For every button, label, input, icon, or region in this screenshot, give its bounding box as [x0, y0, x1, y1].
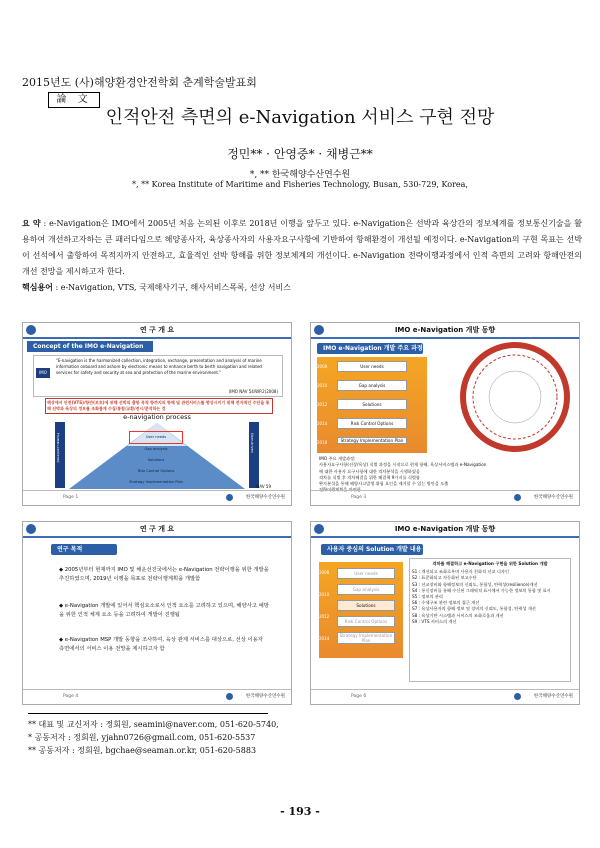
bullet-item: ◆ 2005년부터 현재까지 IMO 및 해운선진국에서는 e-Navigation 전략이행을 위한 개발을 추진하였으며, 2019년 이행을 목표로 전략이행계획을 개발함	[59, 567, 269, 582]
process-step: Gap analysis	[337, 584, 395, 595]
abstract-label: 요 약	[22, 218, 41, 228]
note-line: 에 대한 사용자 요구사항에 대한 격차분석을 시행하였음	[319, 468, 421, 474]
slide-org: 한국해양수산연수원	[533, 694, 573, 699]
side-label-left: Human-centered	[56, 433, 60, 463]
year-label: 2008	[317, 364, 328, 369]
conference-name: 2015년도 (사)해양환경안전학회 춘계학술발표회	[22, 76, 257, 89]
process-notes	[319, 456, 575, 494]
slide-page-number: Page 4	[63, 694, 79, 699]
slide-org: 한국해양수산연수원	[245, 495, 285, 500]
pyramid-level: Solutions	[147, 458, 165, 462]
year-label: 2014	[317, 421, 328, 426]
bullet-text: e-Navigation MSP 개발 동향을 조사하여, 육상 관제 서비스를 대상으로, 선상 이용자 측면에서의 서비스 이용 전망을 제시하고자 함	[59, 637, 263, 652]
pyramid-level: Risk Control Options	[137, 469, 175, 473]
process-step: Solutions	[337, 399, 407, 410]
slide-1	[22, 322, 292, 506]
slide-4	[310, 521, 580, 705]
slide-header	[23, 323, 291, 339]
org-logo-icon	[514, 693, 521, 700]
solution-item: S9 : VTS 서비스의 개선	[412, 618, 457, 624]
years-column	[317, 357, 327, 452]
bullet-item: ◆ e-Navigation 개발에 있어서 핵심요소로서 인적 요소를 고려하고 있으며, 해양사고 예방을 위한 인적 체계 요소 등을 고려하여 개발이 진행됨	[59, 603, 269, 618]
process-step: User needs	[337, 568, 395, 579]
solution-item: S4 : 통신장비를 통해 수신된 그래픽적 표시에서 가능한 정보의 통합 및 표시	[412, 587, 551, 593]
note-line: 사용자요구사항(선상/육상) 식별 과정을 시작으로 현재 항해, 육상서비스템과 e-Navigation	[319, 462, 487, 468]
nav-label: NAV 59	[256, 484, 271, 489]
page-number: - 193 -	[280, 805, 320, 818]
slide-title: IMO e-Navigation 개발 동향	[394, 525, 496, 533]
years-column	[319, 562, 329, 650]
solution-list-box	[409, 558, 571, 682]
note-line: 완자분석을 통해 해양사고발생 위험 요인을 제거할 수 있는 방안을 도출	[319, 481, 449, 487]
logo-icon	[26, 325, 36, 335]
logo-icon	[314, 524, 324, 534]
bullet-text: e-Navigation 개발에 있어서 핵심요소로서 인적 요소를 고려하고 있으며, 해양사고 예방을 위한 인적 체계 요소 등을 고려하여 개발이 진행됨	[59, 603, 269, 618]
process-step: Solutions	[337, 600, 395, 611]
slide-title: 연 구 개 요	[139, 326, 175, 334]
note-line: 격차를 식별 후 격차해결을 위한 해결책 9가지를 식별함	[319, 474, 420, 480]
mss-wheel-diagram	[459, 341, 571, 453]
right-pillar	[249, 422, 259, 488]
process-step: Risk Control Options	[337, 418, 407, 429]
slide-org: 한국해양수산연수원	[245, 694, 285, 699]
slide-footer	[311, 689, 579, 704]
slide-header	[311, 522, 579, 538]
year-label: 2010	[319, 592, 330, 597]
logo-icon	[314, 325, 324, 335]
wheel-center	[489, 371, 541, 423]
org-logo-icon	[226, 693, 233, 700]
slide-title: 연 구 개 요	[139, 525, 175, 533]
process-step: Strategy Implementation Plan	[337, 632, 395, 644]
bullet-item: ◆ e-Navigation MSP 개발 동향을 조사하여, 육상 관제 서비스를 대상으로, 선상 이용자 측면에서의 서비스 이용 전망을 제시하고자 함	[59, 637, 263, 652]
slide-footer	[311, 490, 579, 505]
pyramid-labels	[129, 431, 183, 488]
solution-item: S6 : 수색구조 관련 정보의 접근 개선	[412, 600, 480, 606]
slide-page-number: Page 3	[351, 495, 367, 500]
side-label-right: User-driven	[250, 433, 254, 454]
paper-title: 인적안전 측면의 e-Navigation 서비스 구현 전망	[105, 107, 495, 128]
process-title: e-navigation process	[123, 413, 191, 421]
slide-section-bar: 연구 목적	[51, 544, 117, 555]
slide-org: 한국해양수산연수원	[533, 495, 573, 500]
slide-3	[22, 521, 292, 705]
definition-box	[33, 355, 283, 397]
pyramid-level: User needs	[129, 431, 183, 444]
abstract	[22, 215, 582, 280]
footnote: ** 공동저자 : 정회원, bgchae@seaman.or.kr, 051-620-5883	[28, 746, 257, 755]
year-label: 2012	[319, 614, 330, 619]
slide-title: IMO e-Navigation 개발 동향	[394, 326, 496, 334]
slide-footer	[23, 689, 291, 704]
process-step: Gap analysis	[337, 380, 407, 391]
slide-section-bar: IMO e-Navigation 개발 주요 과정	[317, 343, 423, 354]
footnotes	[28, 718, 279, 757]
solution-item: S8 : 육상기반 시스템과 서비스의 조화로움과 개선	[412, 612, 504, 618]
year-label: 2018	[317, 440, 328, 445]
footnote: ** 대표 및 교신저자 : 정회원, seamini@naver.com, 051-620-5740,	[28, 720, 279, 729]
note-line: 전략이행계획을 마련함	[319, 487, 361, 493]
article-type-badge: 論 文	[48, 92, 100, 108]
keywords-text: : e-Navigation, VTS, 국제해사기구, 해사서비스목록, 선상 서비스	[55, 283, 291, 292]
slide-section-bar: Concept of the IMO e-Navigation	[27, 341, 153, 352]
slide-section-bar: 사용자 중심의 Solution 개발 내용	[321, 544, 423, 555]
note-line: IMO 주요 개발과정:	[319, 456, 356, 461]
slide-footer	[23, 490, 291, 505]
footnote-rule	[28, 713, 268, 714]
solution-item: S7 : 육상사용자의 항해 정보 및 장비의 신뢰도, 통합성, 탄력성 개선	[412, 606, 536, 612]
solution-item: S2 : 표준화되고 자동화된 보고수단	[412, 575, 477, 581]
org-logo-icon	[514, 494, 521, 501]
definition-source: (IMO NAV 54/WP.2(2008)	[228, 389, 278, 394]
affiliation-korean: *, ** 한국해양수산연수원	[249, 170, 351, 180]
slide-2	[310, 322, 580, 506]
process-step: Strategy Implementation Plan	[337, 437, 407, 444]
process-step: Risk Control Options	[337, 616, 395, 627]
year-label: 2014	[319, 636, 330, 641]
slide-header	[23, 522, 291, 538]
year-label: 2008	[319, 570, 330, 575]
org-logo-icon	[226, 494, 233, 501]
solution-list-title: 격차를 해결하고 e-Navigation 구현을 위한 Solution 개발	[432, 561, 548, 566]
definition-korean: 해상에서 안전(VTS)/항만(보호)에 위해 선박의 출항 목적 항까지의 항해 및 관련서비스를 향상시키기 위해 전자적인 수단을 통해 선박과 육상의 정보를 조화롭게 수집/통합/교환/전시/분석하는 것	[45, 398, 273, 414]
year-label: 2012	[317, 402, 328, 407]
slide-page-number: Page 1	[63, 495, 79, 500]
definition-quote: "E-navigation is the harmonized collection, integration, exchange, presentation and analysis of marine information onboard and ashore by electronic means to enhance berth to berth navigation and related services for safety and security at sea and protection of the marine environment."	[56, 358, 262, 375]
solution-item: S1 : 개선되고 조화로우며 사용자 친화적 선교 디자인	[412, 569, 509, 575]
logo-icon	[26, 524, 36, 534]
authors: 정민** · 안영중* · 채병근**	[227, 147, 373, 161]
year-label: 2010	[317, 383, 328, 388]
abstract-text: : e-Navigation은 IMO에서 2005년 처음 논의된 이후로 2018년 이행을 앞두고 있다. e-Navigation은 선박과 육상간의 정보체계를 정보통신기술을 활용하여 개선하고자하는 큰 패러다임으로 해양종사자, 육상종사자의 사용자요구사항에 기반하여 항해환경이 개선될 예정이다. e-Navigation의 구현 목표는 선박이 선석에서 출항하여 목적지까지 안전하고, 효율적인 선박 항해를 위한 정보체계의 개선이다. e-Navigation 전략이행과정에서 인적 측면의 고려와 항해안전의 개선 전망을 제시하고자 한다.	[22, 219, 582, 276]
footnote: * 공동저자 : 정회원, yjahn0726@gmail.com, 051-620-5537	[28, 733, 256, 742]
bullet-text: 2005년부터 현재까지 IMO 및 해운선진국에서는 e-Navigation 전략이행을 위한 개발을 추진하였으며, 2019년 이행을 목표로 전략이행계획을 개발함	[59, 567, 269, 582]
solution-item: S3 : 선교장비와 항해정보의 신뢰도, 통합성, 탄력성(resilience)개선	[412, 581, 538, 587]
keywords	[22, 282, 582, 293]
slide-header	[311, 323, 579, 339]
keywords-label: 핵심용어	[22, 282, 53, 292]
pyramid-level: Strategy Implementation Plan	[129, 480, 183, 484]
pyramid-level: Gap analysis	[144, 447, 168, 451]
slide-page-number: Page 6	[351, 694, 367, 699]
solution-item: S5 : 정보의 관리	[412, 594, 443, 600]
process-step: User needs	[337, 361, 407, 372]
affiliation-english: *, ** Korea Institute of Maritime and Fisheries Technology, Busan, 530-729, Korea,	[132, 180, 468, 189]
imo-logo: IMO	[36, 368, 50, 378]
